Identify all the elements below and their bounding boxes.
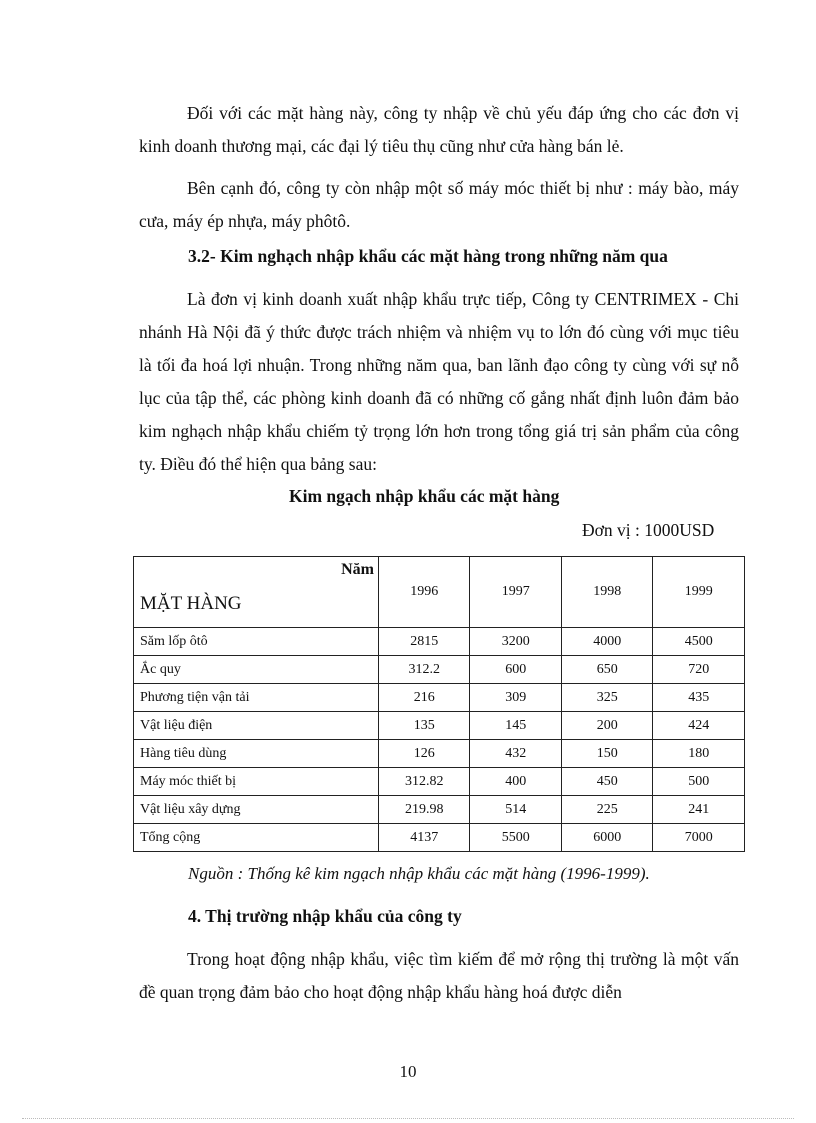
value-cell: 6000 (561, 824, 652, 852)
table-body (134, 628, 745, 852)
value-cell: 720 (653, 656, 745, 684)
value-cell: 312.2 (379, 656, 470, 684)
value-cell: 450 (561, 768, 652, 796)
paragraph-market: Trong hoạt động nhập khẩu, việc tìm kiếm để mở rộng thị trường là một vấn đề quan trọng đảm bảo cho hoạt động nhập khẩu hàng hoá được diễn (139, 949, 739, 1002)
table-header-row (134, 557, 745, 628)
item-name-cell: Phương tiện vận tải (134, 684, 379, 712)
value-cell: 650 (561, 656, 652, 684)
page-number: 10 (399, 1062, 417, 1081)
value-cell: 4137 (379, 824, 470, 852)
table-row (134, 628, 745, 656)
table-row (134, 712, 745, 740)
table-row (134, 768, 745, 796)
item-name-cell: Săm lốp ôtô (134, 628, 379, 656)
item-name-cell: Tổng cộng (134, 824, 379, 852)
table-corner-header (134, 557, 379, 628)
year-header: 1998 (561, 557, 652, 628)
import-turnover-table (133, 556, 745, 852)
value-cell: 7000 (653, 824, 745, 852)
value-cell: 312.82 (379, 768, 470, 796)
value-cell: 241 (653, 796, 745, 824)
value-cell: 3200 (470, 628, 561, 656)
year-header: 1996 (379, 557, 470, 628)
year-header: 1997 (470, 557, 561, 628)
unit-label: Đơn vị : 1000USD (582, 520, 715, 540)
value-cell: 424 (653, 712, 745, 740)
item-name-cell: Ắc quy (134, 656, 379, 684)
value-cell: 500 (653, 768, 745, 796)
value-cell: 150 (561, 740, 652, 768)
table-row (134, 656, 745, 684)
item-name-cell: Hàng tiêu dùng (134, 740, 379, 768)
table-row (134, 796, 745, 824)
value-cell: 514 (470, 796, 561, 824)
value-cell: 180 (653, 740, 745, 768)
year-header: 1999 (653, 557, 745, 628)
table-row (134, 824, 745, 852)
item-name-cell: Máy móc thiết bị (134, 768, 379, 796)
paragraph-centrimex: Là đơn vị kinh doanh xuất nhập khẩu trực tiếp, Công ty CENTRIMEX - Chi nhánh Hà Nội đã ý thức được trách nhiệm và nhiệm vụ to lớn đó cùng với mục tiêu là tối đa hoá lợi nhuận. Trong những năm qua, ban lãnh đạo công ty cùng với sự nỗ lục của tập thể, các phòng kinh doanh đã có những cố gắng nhất định luôn đảm bảo kim nghạch nhập khẩu chiếm tỷ trọng lớn hơn trong tổng giá trị sản phẩm của công ty. Điều đó thể hiện qua bảng sau: (139, 289, 739, 474)
section-heading-3-2: 3.2- Kim nghạch nhập khẩu các mặt hàng trong những năm qua (188, 246, 668, 266)
value-cell: 600 (470, 656, 561, 684)
value-cell: 216 (379, 684, 470, 712)
value-cell: 400 (470, 768, 561, 796)
item-name-cell: Vật liệu điện (134, 712, 379, 740)
value-cell: 4000 (561, 628, 652, 656)
value-cell: 4500 (653, 628, 745, 656)
section-heading-4: 4. Thị trường nhập khẩu của công ty (188, 906, 462, 926)
value-cell: 309 (470, 684, 561, 712)
table-title: Kim ngạch nhập khẩu các mặt hàng (289, 486, 560, 506)
value-cell: 135 (379, 712, 470, 740)
item-axis-label: MẶT HÀNG (140, 593, 242, 614)
value-cell: 435 (653, 684, 745, 712)
value-cell: 145 (470, 712, 561, 740)
value-cell: 325 (561, 684, 652, 712)
table-row (134, 684, 745, 712)
table-row (134, 740, 745, 768)
value-cell: 126 (379, 740, 470, 768)
table-source-note: Nguồn : Thống kê kim ngạch nhập khẩu các mặt hàng (1996-1999). (188, 864, 650, 883)
value-cell: 219.98 (379, 796, 470, 824)
value-cell: 432 (470, 740, 561, 768)
paragraph-machinery: Bên cạnh đó, công ty còn nhập một số máy móc thiết bị như : máy bào, máy cưa, máy ép nhựa, máy phôtô. (139, 178, 739, 231)
paragraph-intro: Đối với các mặt hàng này, công ty nhập về chủ yếu đáp ứng cho các đơn vị kinh doanh thương mại, các đại lý tiêu thụ cũng như cửa hàng bán lẻ. (139, 103, 739, 156)
value-cell: 225 (561, 796, 652, 824)
value-cell: 200 (561, 712, 652, 740)
value-cell: 5500 (470, 824, 561, 852)
item-name-cell: Vật liệu xây dựng (134, 796, 379, 824)
footer-divider (22, 1118, 794, 1119)
value-cell: 2815 (379, 628, 470, 656)
year-axis-label: Năm (341, 561, 374, 578)
